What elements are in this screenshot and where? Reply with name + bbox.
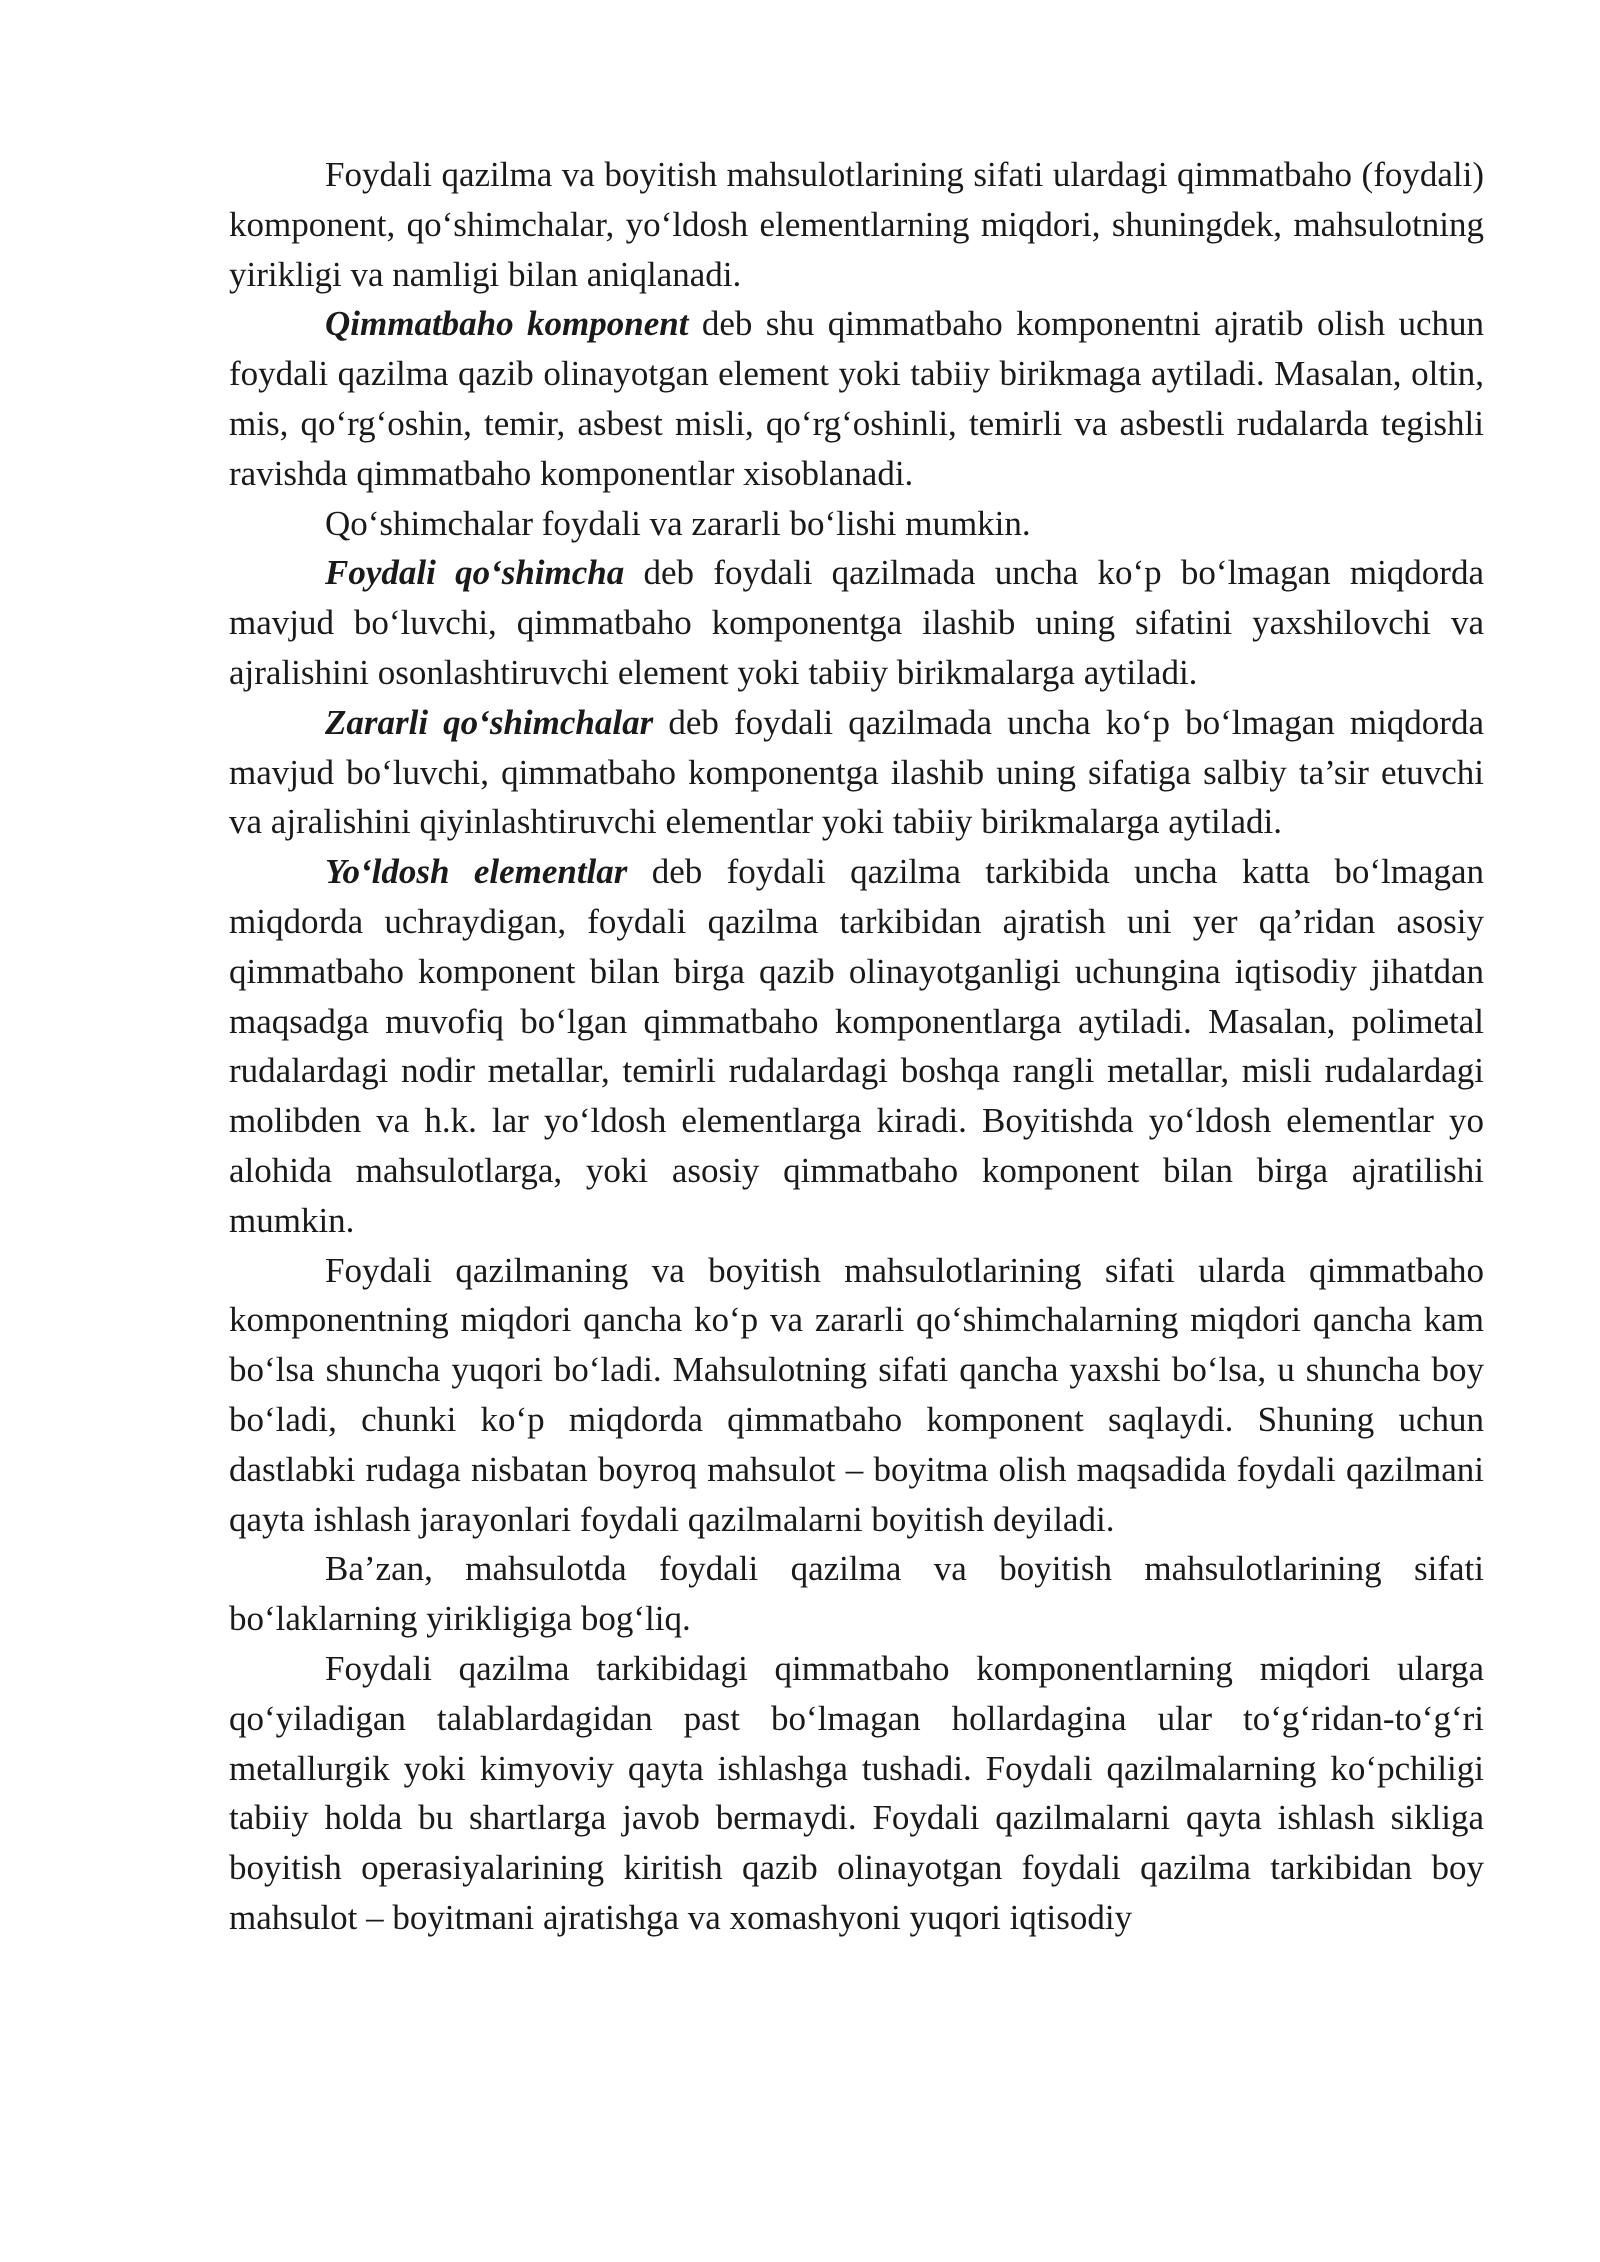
paragraph	[229, 150, 1484, 299]
paragraph-text: deb foydali qazilmada uncha ko‘p bo‘lmagan miqdorda mavjud bo‘luvchi, qimmatbaho komponentga ilashib uning sifatiga salbiy ta’sir etuvchi va ajralishini qiyinlashtiruvchi elementlar yoki tabiiy birikmalarga aytiladi.	[229, 702, 1484, 842]
paragraph-text: deb shu qimmatbaho komponentni ajratib olish uchun foydali qazilma qazib olinayotgan element yoki tabiiy birikmaga aytiladi. Masalan, oltin, mis, qo‘rg‘oshin, temir, asbest misli, qo‘rg‘oshinli, temirli va asbestli rudalarda tegishli ravishda qimmatbaho komponentlar xisoblanadi.	[229, 304, 1484, 493]
paragraph	[229, 499, 1484, 549]
document-page	[229, 150, 1484, 1943]
term: Qimmatbaho komponent	[325, 304, 689, 344]
paragraph	[229, 548, 1484, 697]
paragraph	[229, 299, 1484, 498]
paragraph-text: Foydali qazilma tarkibidagi qimmatbaho komponentlarning miqdori ularga qo‘yiladigan talablardagidan past bo‘lmagan hollardagina ular to‘g‘ridan-to‘g‘ri metallurgik yoki kimyoviy qayta ishlashga tushadi. Foydali qazilmalarning ko‘pchiligi tabiiy holda bu shartlarga javob bermaydi. Foydali qazilmalarni qayta ishlash sikliga boyitish operasiyalarining kiritish qazib olinayotgan foydali qazilma tarkibidan boy mahsulot – boyitmani ajratishga va xomashyoni yuqori iqtisodiy	[229, 1648, 1484, 1937]
paragraph-text: Ba’zan, mahsulotda foydali qazilma va boyitish mahsulotlarining sifati bo‘laklarning yirikligiga bog‘liq.	[229, 1549, 1484, 1639]
paragraph	[229, 698, 1484, 847]
paragraph-text: Foydali qazilma va boyitish mahsulotlarining sifati ulardagi qimmatbaho (foydali) komponent, qo‘shimchalar, yo‘ldosh elementlarning miqdori, shuningdek, mahsulotning yirikligi va namligi bilan aniqlanadi.	[229, 155, 1484, 294]
term: Yo‘ldosh elementlar	[325, 852, 628, 892]
term: Foydali qo‘shimcha	[325, 553, 625, 593]
paragraph-text: Qo‘shimchalar foydali va zararli bo‘lishi mumkin.	[325, 503, 1031, 543]
paragraph	[229, 1644, 1484, 1943]
term: Zararli qo‘shimchalar	[325, 702, 654, 742]
paragraph	[229, 1544, 1484, 1644]
paragraph	[229, 1246, 1484, 1545]
paragraph-text: deb foydali qazilma tarkibida uncha katta bo‘lmagan miqdorda uchraydigan, foydali qazilma tarkibidan ajratish uni yer qa’ridan asosiy qimmatbaho komponent bilan birga qazib olinayotganligi uchungina iqtisodiy jihatdan maqsadga muvofiq bo‘lgan qimmatbaho komponentlarga aytiladi. Masalan, polimetal rudalardagi nodir metallar, temirli rudalardagi boshqa rangli metallar, misli rudalardagi molibden va h.k. lar yo‘ldosh elementlarga kiradi. Boyitishda yo‘ldosh elementlar yo alohida mahsulotlarga, yoki asosiy qimmatbaho komponent bilan birga ajratilishi mumkin.	[229, 852, 1484, 1240]
paragraph	[229, 847, 1484, 1245]
paragraph-text: deb foydali qazilmada uncha ko‘p bo‘lmagan miqdorda mavjud bo‘luvchi, qimmatbaho komponentga ilashib uning sifatini yaxshilovchi va ajralishini osonlashtiruvchi element yoki tabiiy birikmalarga aytiladi.	[229, 553, 1484, 692]
paragraph-text: Foydali qazilmaning va boyitish mahsulotlarining sifati ularda qimmatbaho komponentning miqdori qancha ko‘p va zararli qo‘shimchalarning miqdori qancha kam bo‘lsa shuncha yuqori bo‘ladi. Mahsulotning sifati qancha yaxshi bo‘lsa, u shuncha boy bo‘ladi, chunki ko‘p miqdorda qimmatbaho komponent saqlaydi. Shuning uchun dastlabki rudaga nisbatan boyroq mahsulot – boyitma olish maqsadida foydali qazilmani qayta ishlash jarayonlari foydali qazilmalarni boyitish deyiladi.	[229, 1250, 1484, 1539]
